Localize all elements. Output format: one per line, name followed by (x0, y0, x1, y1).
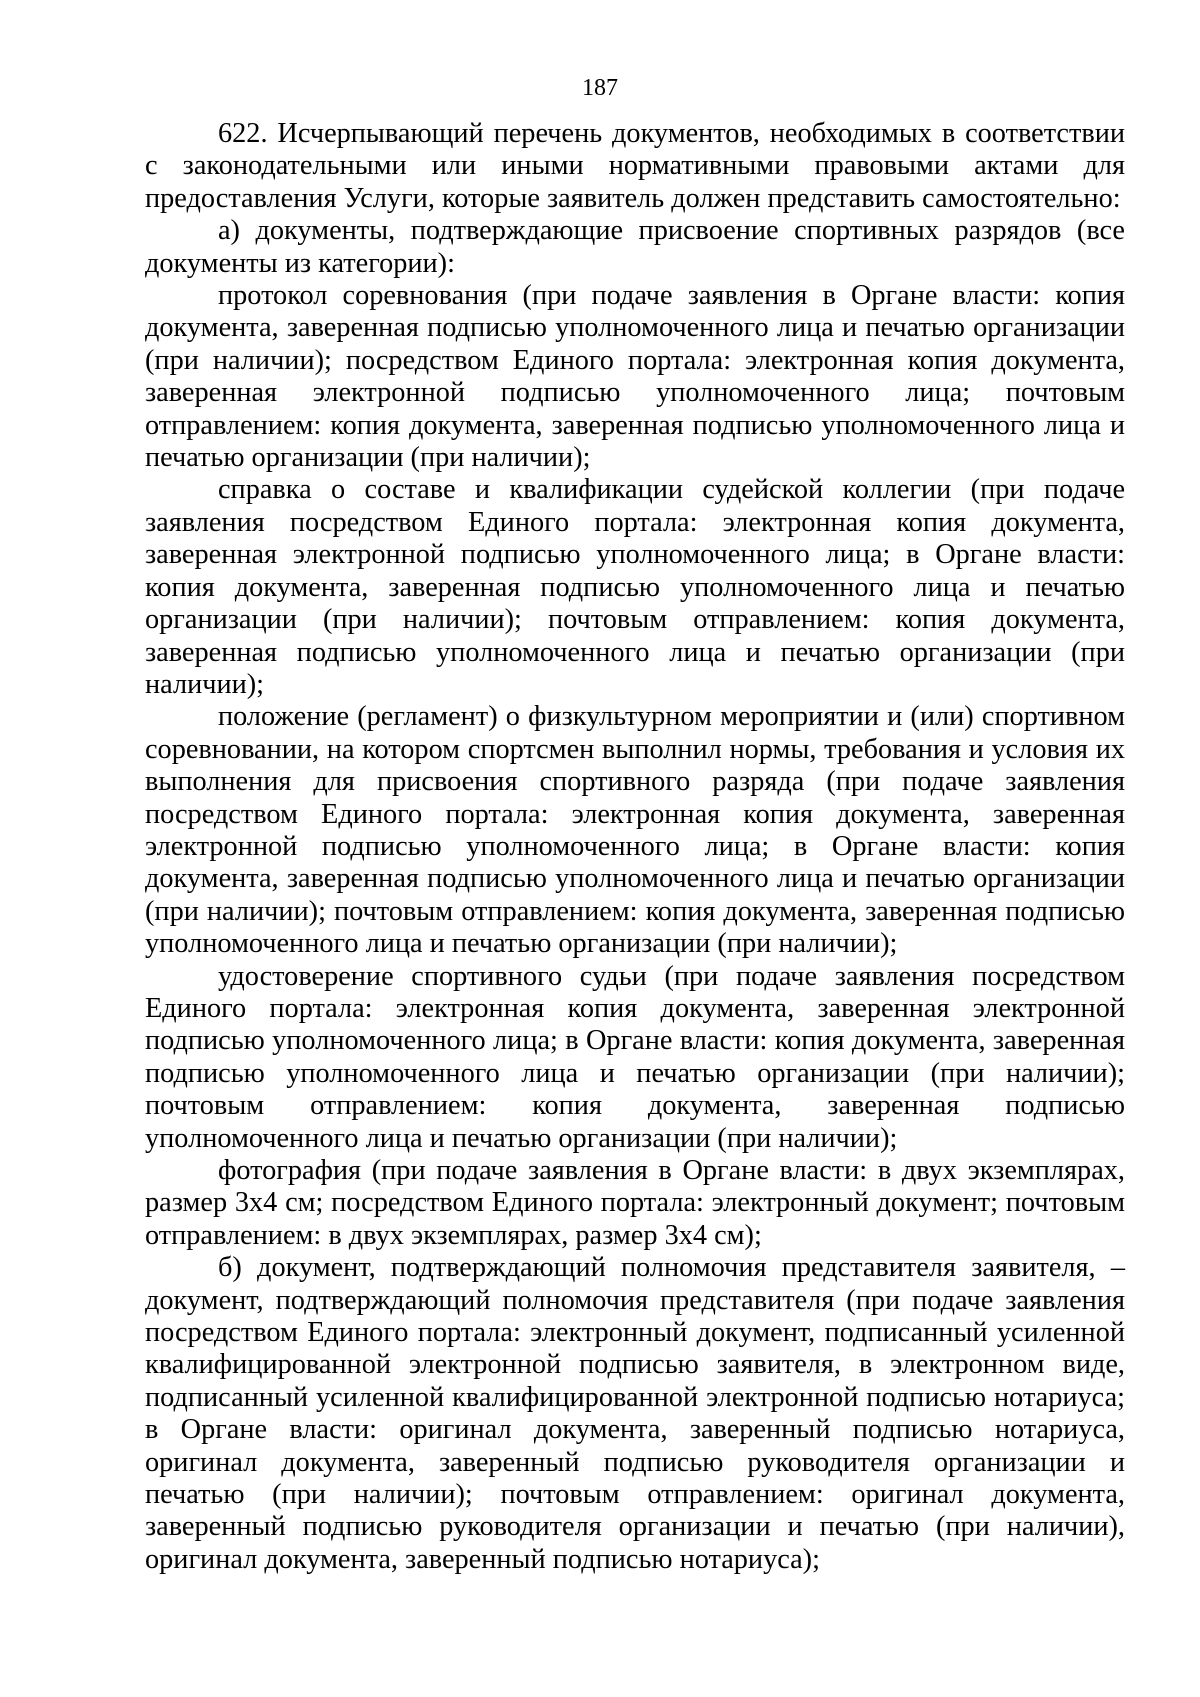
page-number: 187 (582, 75, 618, 101)
paragraph-item-622-intro: 622. Исчерпывающий перечень документов, необходимых в соответствии с законодательными или иными нормативными правовыми актами для предоставления Услуги, которые заявитель должен представить самостоятельно: (145, 118, 1125, 214)
paragraph-sports-judge-id: удостоверение спортивного судьи (при подаче заявления посредством Единого портала: электронная копия документа, заверенная электронной подписью уполномоченного лица; в Органе власти: копия документа, заверенная подписью уполномоченного лица и печатью организации (при наличии); почтовым отправлением: копия документа, заверенная подписью уполномоченного лица и печатью организации (при наличии); (145, 960, 1125, 1154)
paragraph-subitem-b: б) документ, подтверждающий полномочия представителя заявителя, – документ, подтверждающий полномочия представителя (при подаче заявления посредством Единого портала: электронный документ, подписанный усиленной квалифицированной электронной подписью заявителя, в электронном виде, подписанный усиленной квалифицированной электронной подписью нотариуса; в Органе власти: оригинал документа, заверенный подписью нотариуса, оригинал документа, заверенный подписью руководителя организации и печатью (при наличии); почтовым отправлением: оригинал документа, заверенный подписью руководителя организации и печатью (при наличии), оригинал документа, заверенный подписью нотариуса); (145, 1252, 1125, 1575)
paragraph-photograph: фотография (при подаче заявления в Органе власти: в двух экземплярах, размер 3х4 см; посредством Единого портала: электронный документ; почтовым отправлением: в двух экземплярах, размер 3х4 см); (145, 1155, 1125, 1251)
paragraph-subitem-a: а) документы, подтверждающие присвоение спортивных разрядов (все документы из категории): (145, 215, 1125, 279)
paragraph-competition-regulations: положение (регламент) о физкультурном мероприятии и (или) спортивном соревновании, на котором спортсмен выполнил нормы, требования и условия их выполнения для присвоения спортивного разряда (при подаче заявления посредством Единого портала: электронная копия документа, заверенная электронной подписью уполномоченного лица; в Органе власти: копия документа, заверенная подписью уполномоченного лица и печатью организации (при наличии); почтовым отправлением: копия документа, заверенная подписью уполномоченного лица и печатью организации (при наличии); (145, 701, 1125, 960)
paragraph-competition-protocol: протокол соревнования (при подаче заявления в Органе власти: копия документа, заверенная подписью уполномоченного лица и печатью организации (при наличии); посредством Единого портала: электронная копия документа, заверенная электронной подписью уполномоченного лица; почтовым отправлением: копия документа, заверенная подписью уполномоченного лица и печатью организации (при наличии); (145, 280, 1125, 474)
document-body (145, 118, 1125, 1576)
paragraph-judges-panel-certificate: справка о составе и квалификации судейской коллегии (при подаче заявления посредством Единого портала: электронная копия документа, заверенная электронной подписью уполномоченного лица; в Органе власти: копия документа, заверенная подписью уполномоченного лица и печатью организации (при наличии); почтовым отправлением: копия документа, заверенная подписью уполномоченного лица и печатью организации (при наличии); (145, 474, 1125, 700)
